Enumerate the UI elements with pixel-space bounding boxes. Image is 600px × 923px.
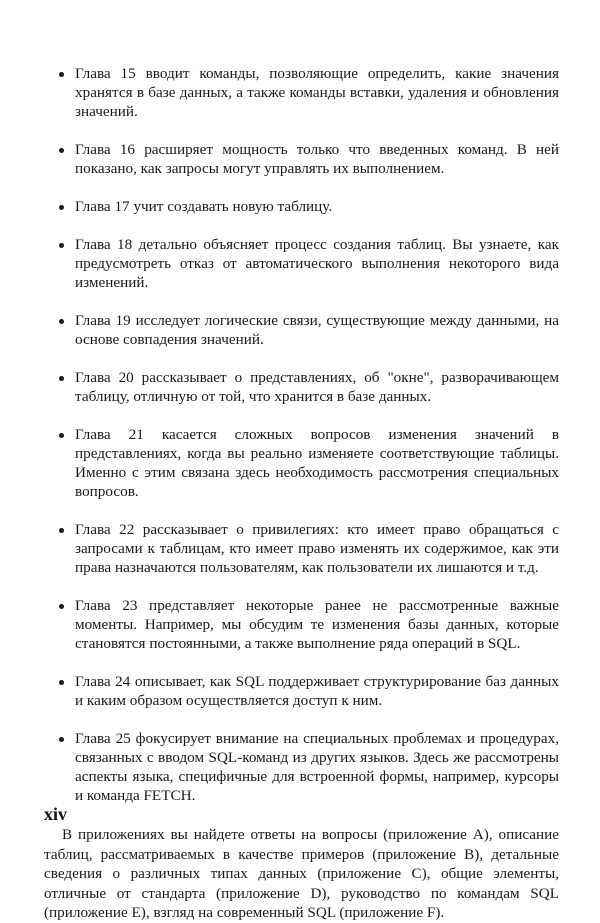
list-item [44,520,559,577]
chapter-description: Глава 18 детально объясняет процесс создания таблиц. Вы узнаете, как предусмотреть отказ от автоматического выполнения некоторого вида изменений. [75,236,559,291]
chapter-description: Глава 20 рассказывает о представлениях, об "окне", разворачивающем таблицу, отличную от той, что хранится в базе данных. [75,369,559,405]
chapter-description: Глава 25 фокусирует внимание на специальных проблемах и процедурах, связанных с вводом SQL-команд из других языков. Здесь же рассмотрены аспекты языка, специфичные для встроенной формы, например, курсоры и команда FETCH. [75,730,559,804]
bullet-icon [59,148,64,153]
bullet-icon [59,72,64,77]
bullet-icon [59,205,64,210]
bullet-icon [59,433,64,438]
appendix-paragraph: В приложениях вы найдете ответы на вопросы (приложение A), описание таблиц, рассматриваемых в качестве примеров (приложение B), детальные сведения о различных типах данных (приложение C), общие элементы, отличные от стандарта (приложение D), руководство по командам SQL (приложение E), взгляд на современный SQL (приложение F). [44,826,559,921]
chapter-description: Глава 17 учит создавать новую таблицу. [75,198,333,215]
bullet-icon [59,737,64,742]
list-item [44,368,559,406]
bullet-icon [59,319,64,324]
list-item [44,596,559,653]
list-item [44,311,559,349]
list-item [44,425,559,501]
bullet-icon [59,528,64,533]
list-item [44,729,559,805]
list-item [44,672,559,710]
list-item [44,64,559,121]
bullet-icon [59,243,64,248]
chapter-description: Глава 22 рассказывает о привилегиях: кто имеет право обращаться с запросами к таблицам, кто имеет право изменять их содержимое, как эти права назначаются пользователям, как пользователи их лишаются и т.д. [75,521,559,576]
chapter-description: Глава 15 вводит команды, позволяющие определить, какие значения хранятся в базе данных, а также команды вставки, удаления и обновления значений. [75,65,559,120]
list-item [44,140,559,178]
bullet-icon [59,680,64,685]
chapter-description: Глава 23 представляет некоторые ранее не рассмотренные важные моменты. Например, мы обсудим те изменения базы данных, которые становятся постоянными, а также выполнение ряда операций в SQL. [75,597,559,652]
chapter-description: Глава 16 расширяет мощность только что введенных команд. В ней показано, как запросы могут управлять их выполнением. [75,141,559,177]
page-number: xiv [44,804,68,824]
chapter-description: Глава 19 исследует логические связи, существующие между данными, на основе совпадения значений. [75,312,559,348]
chapter-list [44,64,559,805]
bullet-icon [59,376,64,381]
page-body [44,64,559,923]
bullet-icon [59,604,64,609]
list-item [44,235,559,292]
chapter-description: Глава 24 описывает, как SQL поддерживает структурирование баз данных и каким образом осуществляется доступ к ним. [75,673,559,709]
chapter-description: Глава 21 касается сложных вопросов изменения значений в представлениях, когда вы реально изменяете соответствующие таблицы. Именно с этим связана здесь необходимость рассмотрения специальных вопросов. [75,426,559,500]
list-item [44,197,559,216]
